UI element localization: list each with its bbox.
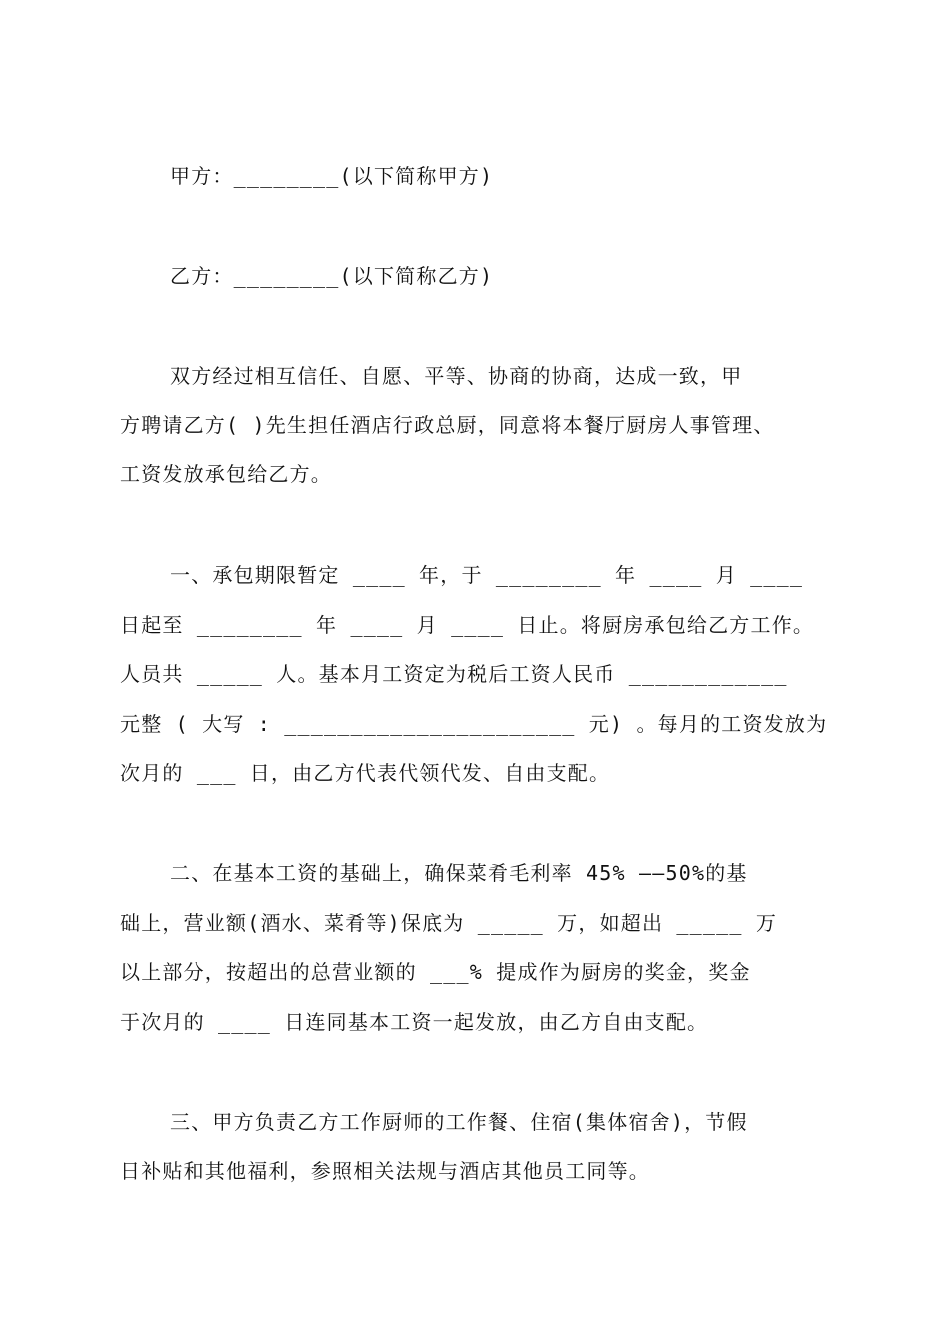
clause3-line-2: 日补贴和其他福利，参照相关法规与酒店其他员工同等。 (120, 1159, 650, 1183)
clause2-line-1: 二、在基本工资的基础上，确保菜肴毛利率 45% ——50%的基 (170, 861, 748, 885)
intro-line-1: 双方经过相互信任、自愿、平等、协商的协商，达成一致，甲 (170, 364, 743, 388)
party-b-line: 乙方：________(以下简称乙方) (170, 264, 494, 288)
intro-line-2: 方聘请乙方( )先生担任酒店行政总厨，同意将本餐厅厨房人事管理、 (120, 413, 775, 437)
clause1-line-4: 元整 ( 大写 : ______________________ 元) 。每月的工资发放为 (120, 712, 828, 736)
clause2-line-3: 以上部分，按超出的总营业额的 ___% 提成作为厨房的奖金，奖金 (120, 960, 751, 984)
clause1-line-5: 次月的 ___ 日，由乙方代表代领代发、自由支配。 (120, 761, 611, 785)
clause2-line-4: 于次月的 ____ 日连同基本工资一起发放，由乙方自由支配。 (120, 1010, 709, 1034)
clause1-line-3: 人员共 _____ 人。基本月工资定为税后工资人民币 ____________ (120, 662, 788, 686)
clause1-line-1: 一、承包期限暂定 ____ 年，于 ________ 年 ____ 月 ____ (170, 563, 804, 587)
clause1-line-2: 日起至 ________ 年 ____ 月 ____ 日止。将厨房承包给乙方工作。 (120, 613, 815, 637)
intro-line-3: 工资发放承包给乙方。 (120, 462, 332, 486)
party-a-line: 甲方：________(以下简称甲方) (170, 164, 494, 188)
clause2-line-2: 础上，营业额(酒水、菜肴等)保底为 _____ 万，如超出 _____ 万 (120, 911, 778, 935)
clause3-line-1: 三、甲方负责乙方工作厨师的工作餐、住宿(集体宿舍)，节假 (170, 1110, 748, 1134)
